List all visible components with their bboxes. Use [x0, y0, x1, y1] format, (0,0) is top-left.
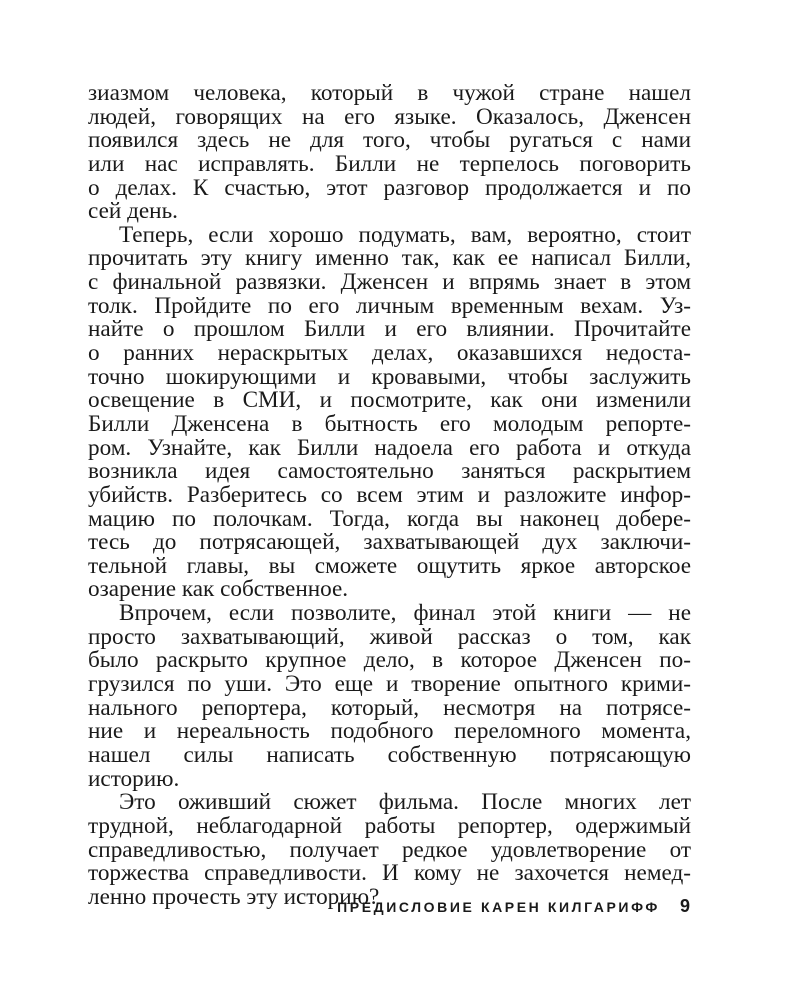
text-line: найте о прошлом Билли и его влиянии. Прочитайте	[88, 316, 691, 343]
text-line: о ранних нераскрытых делах, оказавшихся недоста-	[88, 340, 691, 367]
text-line: убийств. Разберитесь со всем этим и разложите инфор-	[88, 481, 691, 508]
text-line: ром. Узнайте, как Билли надоела его работа и откуда	[88, 434, 691, 461]
text-line: о делах. К счастью, этот разговор продолжается и по	[88, 174, 691, 201]
text-line: нального репортера, который, несмотря на потрясе-	[88, 694, 691, 721]
text-line: Билли Дженсена в бытность его молодым репорте-	[88, 410, 691, 437]
text-line: сей день.	[88, 198, 178, 225]
text-line: прочитать эту книгу именно так, как ее написал Билли,	[88, 245, 691, 272]
page-number: 9	[679, 896, 690, 916]
text-line: трудной, неблагодарной работы репортер, одержимый	[88, 812, 691, 839]
text-line: грузился по уши. Это еще и творение опытного крими-	[88, 671, 691, 698]
text-line: нашел силы написать собственную потрясающую	[88, 741, 691, 768]
text-line: торжества справедливости. И кому не захочется немед-	[88, 860, 691, 887]
text-line: освещение в СМИ, и посмотрите, как они изменили	[88, 387, 691, 414]
running-head: ПРЕДИСЛОВИЕ КАРЕН КИЛГАРИФФ	[337, 899, 660, 915]
text-line: или нас исправлять. Билли не терпелось поговорить	[88, 150, 691, 177]
text-line: Это оживший сюжет фильма. После многих лет	[119, 789, 691, 816]
text-line: зиазмом человека, который в чужой стране нашел	[88, 80, 691, 106]
text-line: возникла идея самостоятельно заняться раскрытием	[88, 458, 691, 485]
page-footer	[337, 896, 690, 917]
text-line: мацию по полочкам. Тогда, когда вы наконец доберe-	[88, 505, 691, 532]
text-line: просто захватывающий, живой рассказ о том, как	[88, 623, 691, 650]
text-line: появился здесь не для того, чтобы ругаться с нами	[88, 127, 691, 154]
text-line: Теперь, если хорошо подумать, вам, вероятно, стоит	[119, 221, 691, 248]
text-line: озарение как собственное.	[88, 576, 349, 603]
body-text	[88, 82, 691, 909]
text-line: справедливостью, получает редкое удовлетворение от	[88, 836, 691, 863]
text-line: тесь до потрясающей, захватывающей дух заключи-	[88, 529, 691, 556]
text-line: точно шокирующими и кровавыми, чтобы заслужить	[88, 363, 691, 390]
text-line: с финальной развязки. Дженсен и впрямь знает в этом	[88, 269, 691, 296]
text-line: ленно прочесть эту историю?	[88, 883, 380, 910]
text-line: толк. Пройдите по его личным временным вехам. Уз-	[88, 292, 691, 319]
text-line: историю.	[88, 765, 180, 792]
text-line: Впрочем, если позволите, финал этой книги — не	[119, 600, 691, 627]
text-line: было раскрыто крупное дело, в которое Дженсен по-	[88, 647, 691, 674]
text-line: ние и нереальность подобного переломного момента,	[88, 718, 691, 745]
text-line: людей, говорящих на его языке. Оказалось, Дженсен	[88, 103, 691, 130]
text-line: тельной главы, вы сможете ощутить яркое авторское	[88, 552, 691, 579]
